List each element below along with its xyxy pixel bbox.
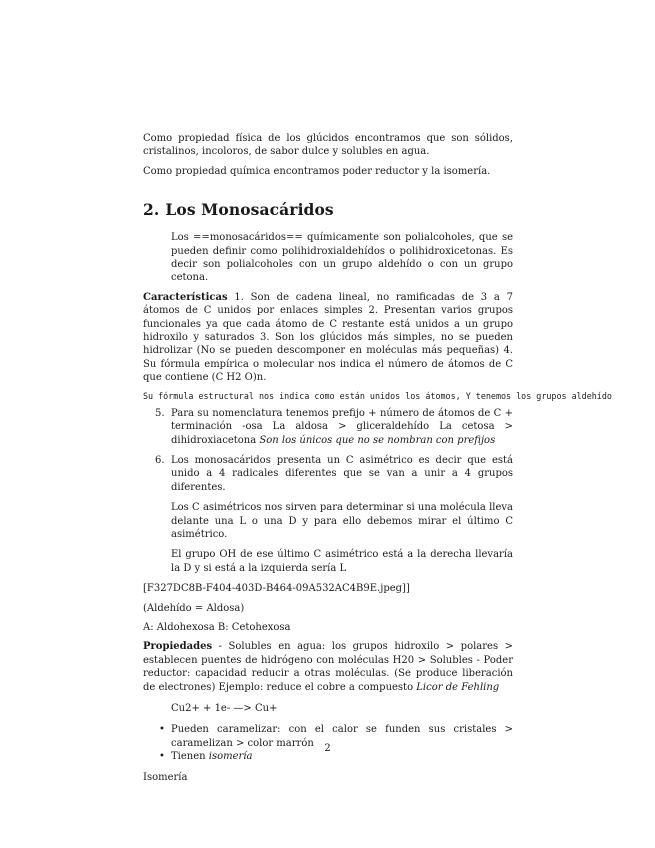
image-reference: [F327DC8B-F404-403D-B464-09A532AC4B9E.jpeg]] [143,583,410,595]
page-content [143,132,612,784]
bullet-text: Pueden caramelizar: con el calor se funden sus cristales > caramelizan > color marrón [171,724,513,749]
numbered-list [143,407,513,575]
list-item-number: 6. [155,454,165,466]
list-item-text: Los C asimétricos nos sirven para determinar si una molécula lleva delante una L o una D y para ello debemos mirar el último C asimétrico. [171,502,513,540]
nomenclature-italic: Son los únicos que no se nombran con prefijos [259,434,496,446]
nomenclature-text: Para su nomenclatura tenemos prefijo + número de átomos de C + terminación -osa La aldosa > gliceraldehído La cetosa > dihidroxiacetona [171,407,513,446]
list-item-text: Los monosacáridos presenta un C asimétrico es decir que está unido a 4 radicales diferentes que se van a unir a 4 grupos diferentes. [171,454,513,493]
list-item-text [171,407,513,447]
list-item [143,407,513,447]
propiedades-italic: Licor de Fehling [416,681,500,693]
bullet-text-plain: Tienen [171,751,209,763]
caracteristicas-paragraph [143,291,513,385]
bullet-text-italic: isomería [208,751,253,763]
bullet-icon: • [159,751,165,763]
intro-paragraph-1: Como propiedad física de los glúcidos encontramos que son sólidos, cristalinos, incoloros, de sabor dulce y solubles en agua. [143,133,513,158]
aldehido-note: (Aldehído = Aldosa) [143,602,245,614]
propiedades-label: Propiedades [143,641,213,653]
propiedades-paragraph [143,640,513,694]
structural-formula-line: Su fórmula estructural nos indica como están unidos los átomos, Y tenemos los grupos aldehído [143,390,612,401]
isomeria-heading: Isomería [143,771,188,783]
section-number: 2. [143,200,160,220]
list-item-number: 5. [155,407,165,419]
intro-paragraph-2: Como propiedad química encontramos poder reductor y la isomería. [143,165,491,177]
bullet-icon: • [159,724,165,736]
aldohexosa-note: A: Aldohexosa B: Cetohexosa [143,621,291,633]
section-heading [143,200,513,219]
list-item-text: El grupo OH de ese último C asimétrico está a la derecha llevaría la D y si está a la izquierda sería L [171,549,513,574]
section-title: Los Monosacáridos [165,200,334,220]
propiedades-text: - Solubles en agua: los grupos hidroxilo > polares > establecen puentes de hidrógeno con moléculas H20 > Solubles - Poder reductor: capacidad reducir a otras moléculas. (Se produce liberación de electrones) Ejemplo: reduce el cobre a compuesto [143,641,513,693]
caracteristicas-label: Características [143,291,228,303]
redox-equation: Cu2+ + 1e- —> Cu+ [171,703,278,714]
definition-quote: Los ==monosacáridos== químicamente son polialcoholes, que se pueden definir como polihidroxialdehídos o polihidroxicetonas. Es decir son polialcoholes con un grupo aldehído o con un grupo cetona. [171,232,513,284]
caracteristicas-text: 1. Son de cadena lineal, no ramificadas de 3 a 7 átomos de C unidos por enlaces simples 2. Presentan varios grupos funcionales ya que cada átomo de C restante está unidos a un grupo hidroxilo y saturados 3. Son los glúcidos más simples, no se pueden hidrolizar (No se pueden descomponer en moléculas más pequeñas) 4. Su fórmula empírica o molecular nos indica el número de átomos de C que contiene (C H2 O)n. [143,291,513,384]
page-number: 2 [324,743,331,754]
list-item [143,454,513,575]
